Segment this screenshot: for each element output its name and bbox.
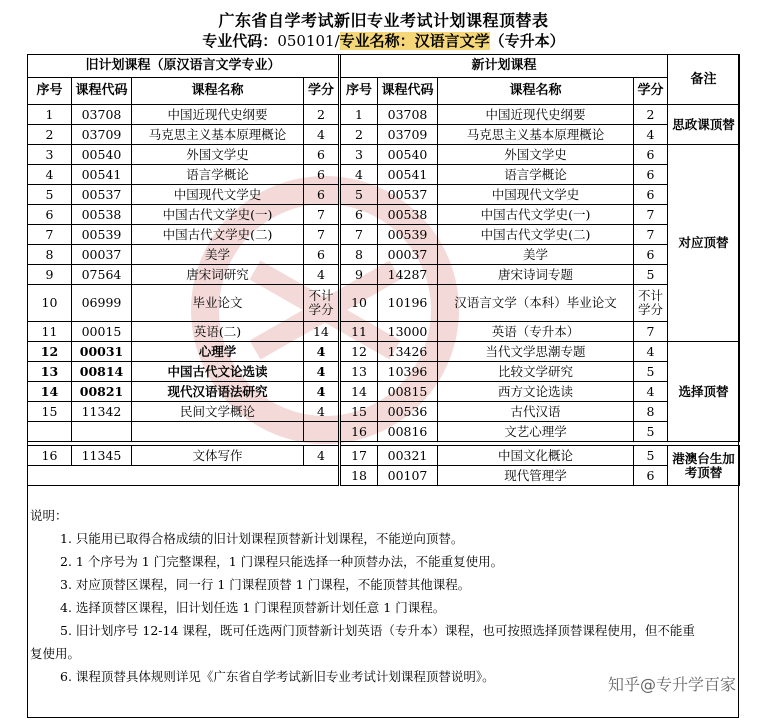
note-item: 1. 只能用已取得合格成绩的旧计划课程顶替新计划课程，不能逆向顶替。 <box>60 531 464 546</box>
old-no: 4 <box>28 165 72 185</box>
major-name-highlight <box>340 32 490 50</box>
new-code: 00539 <box>378 225 438 245</box>
new-credit: 8 <box>634 402 668 422</box>
note-item: 3. 对应顶替区课程，同一行 1 门课程顶替 1 门课程，不能顶替其他课程。 <box>60 577 471 592</box>
new-no: 4 <box>340 165 378 185</box>
old-code: 06999 <box>72 285 132 322</box>
old-no: 16 <box>28 446 72 466</box>
old-no: 5 <box>28 185 72 205</box>
old-code: 11345 <box>72 446 132 466</box>
new-no: 9 <box>340 265 378 285</box>
old-name: 唐宋词研究 <box>132 265 304 285</box>
new-code: 13000 <box>378 322 438 342</box>
old-code: 00539 <box>72 225 132 245</box>
old-credit: 2 <box>304 105 340 125</box>
old-credit: 6 <box>304 185 340 205</box>
new-code: 00536 <box>378 402 438 422</box>
new-no: 3 <box>340 145 378 165</box>
notes-section <box>30 504 736 688</box>
new-name: 古代汉语 <box>438 402 634 422</box>
new-credit: 5 <box>634 446 668 466</box>
new-name: 当代文学思潮专题 <box>438 342 634 362</box>
old-name: 语言学概论 <box>132 165 304 185</box>
old-credit: 4 <box>304 125 340 145</box>
new-no: 14 <box>340 382 378 402</box>
col-header-credit: 学分 <box>304 78 340 105</box>
new-credit: 6 <box>634 185 668 205</box>
old-no: 2 <box>28 125 72 145</box>
old-credit: 4 <box>304 446 340 466</box>
new-credit: 不计学分 <box>634 285 668 322</box>
old-name: 中国古代文学史(一) <box>132 205 304 225</box>
old-name: 美学 <box>132 245 304 265</box>
new-credit: 2 <box>634 105 668 125</box>
remarks-header: 备注 <box>668 55 740 105</box>
col-header-name: 课程名称 <box>438 78 634 105</box>
new-name: 文艺心理学 <box>438 422 634 442</box>
old-credit: 4 <box>304 362 340 382</box>
new-no: 7 <box>340 225 378 245</box>
new-no: 13 <box>340 362 378 382</box>
old-name: 中国近现代史纲要 <box>132 105 304 125</box>
new-no: 17 <box>340 446 378 466</box>
new-no: 16 <box>340 422 378 442</box>
new-name: 中国古代文学史(二) <box>438 225 634 245</box>
old-no: 13 <box>28 362 72 382</box>
old-code: 00037 <box>72 245 132 265</box>
new-code: 00816 <box>378 422 438 442</box>
old-credit: 4 <box>304 265 340 285</box>
old-no: 15 <box>28 402 72 422</box>
new-no: 10 <box>340 285 378 322</box>
new-name: 马克思主义基本原理概论 <box>438 125 634 145</box>
new-no: 1 <box>340 105 378 125</box>
new-no: 15 <box>340 402 378 422</box>
new-name: 中国古代文学史(一) <box>438 205 634 225</box>
new-no: 6 <box>340 205 378 225</box>
old-credit: 14 <box>304 322 340 342</box>
new-code: 00537 <box>378 185 438 205</box>
new-name: 中国现代文学史 <box>438 185 634 205</box>
old-code: 00540 <box>72 145 132 165</box>
new-credit: 4 <box>634 382 668 402</box>
new-name: 中国近现代史纲要 <box>438 105 634 125</box>
remark-selective: 选择顶替 <box>668 342 740 442</box>
old-code: 00015 <box>72 322 132 342</box>
zhihu-watermark: 知乎@专升学百家 <box>608 675 737 694</box>
note-item: 5. 旧计划序号 12-14 课程，既可任选两门顶替新计划英语（专升本）课程，也可按照选择顶替课程使用，但不能重 <box>60 623 695 638</box>
new-credit: 7 <box>634 322 668 342</box>
new-code: 00540 <box>378 145 438 165</box>
old-name: 文体写作 <box>132 446 304 466</box>
old-code: 00031 <box>72 342 132 362</box>
old-name: 毕业论文 <box>132 285 304 322</box>
old-no: 3 <box>28 145 72 165</box>
col-header-no: 序号 <box>340 78 378 105</box>
new-code: 14287 <box>378 265 438 285</box>
old-credit: 7 <box>304 225 340 245</box>
new-code: 00037 <box>378 245 438 265</box>
major-code-label: 专业代码： <box>202 32 278 50</box>
col-header-credit: 学分 <box>634 78 668 105</box>
new-code: 03708 <box>378 105 438 125</box>
old-no: 9 <box>28 265 72 285</box>
old-name: 现代汉语语法研究 <box>132 382 304 402</box>
old-credit: 6 <box>304 245 340 265</box>
new-code: 10396 <box>378 362 438 382</box>
old-code: 03708 <box>72 105 132 125</box>
new-credit: 6 <box>634 145 668 165</box>
new-name: 英语（专升本） <box>438 322 634 342</box>
new-name: 比较文学研究 <box>438 362 634 382</box>
new-code: 10196 <box>378 285 438 322</box>
new-credit: 4 <box>634 125 668 145</box>
old-name: 心理学 <box>132 342 304 362</box>
new-credit: 6 <box>634 466 668 486</box>
col-header-code: 课程代码 <box>72 78 132 105</box>
major-name-value: 汉语言文学 <box>414 32 490 50</box>
remark-corresponding: 对应顶替 <box>668 145 740 342</box>
new-name: 美学 <box>438 245 634 265</box>
new-code: 00538 <box>378 205 438 225</box>
new-code: 00321 <box>378 446 438 466</box>
old-code: 03709 <box>72 125 132 145</box>
old-credit: 6 <box>304 145 340 165</box>
major-name-suffix: （专升本） <box>489 32 565 50</box>
old-credit: 7 <box>304 205 340 225</box>
col-header-no: 序号 <box>28 78 72 105</box>
old-code: 00541 <box>72 165 132 185</box>
old-code: 00538 <box>72 205 132 225</box>
old-code: 07564 <box>72 265 132 285</box>
new-no: 2 <box>340 125 378 145</box>
old-code: 00821 <box>72 382 132 402</box>
new-credit: 6 <box>634 245 668 265</box>
old-name: 民间文学概论 <box>132 402 304 422</box>
new-credit: 7 <box>634 205 668 225</box>
new-name: 中国文化概论 <box>438 446 634 466</box>
old-name: 中国古代文学史(二) <box>132 225 304 245</box>
old-no: 11 <box>28 322 72 342</box>
old-credit: 4 <box>304 402 340 422</box>
new-no: 18 <box>340 466 378 486</box>
old-credit: 不计学分 <box>304 285 340 322</box>
new-name: 现代管理学 <box>438 466 634 486</box>
new-no: 5 <box>340 185 378 205</box>
notes-heading: 说明： <box>30 508 68 523</box>
old-no: 10 <box>28 285 72 322</box>
note-item: 4. 选择顶替区课程，旧计划任选 1 门课程顶替新计划任意 1 门课程。 <box>60 600 446 615</box>
major-name-label: 专业名称： <box>339 32 415 50</box>
new-plan-header: 新计划课程 <box>340 55 668 78</box>
old-credit: 4 <box>304 382 340 402</box>
new-no: 12 <box>340 342 378 362</box>
note-item-continued: 复使用。 <box>30 646 81 661</box>
new-name: 汉语言文学（本科）毕业论文 <box>438 285 634 322</box>
new-credit: 5 <box>634 422 668 442</box>
old-name: 英语(二) <box>132 322 304 342</box>
new-credit: 5 <box>634 265 668 285</box>
remark-political: 思政课顶替 <box>668 105 740 145</box>
old-no: 12 <box>28 342 72 362</box>
major-info <box>0 30 767 51</box>
new-name: 外国文学史 <box>438 145 634 165</box>
new-code: 00815 <box>378 382 438 402</box>
new-no: 11 <box>340 322 378 342</box>
new-credit: 6 <box>634 165 668 185</box>
new-credit: 7 <box>634 225 668 245</box>
old-no: 7 <box>28 225 72 245</box>
new-name: 西方文论选读 <box>438 382 634 402</box>
new-code: 13426 <box>378 342 438 362</box>
old-code: 11342 <box>72 402 132 422</box>
old-name: 中国现代文学史 <box>132 185 304 205</box>
new-name: 唐宋诗词专题 <box>438 265 634 285</box>
new-name: 语言学概论 <box>438 165 634 185</box>
old-name: 中国古代文论选读 <box>132 362 304 382</box>
col-header-name: 课程名称 <box>132 78 304 105</box>
new-code: 00107 <box>378 466 438 486</box>
major-code-value: 050101/ <box>277 32 340 50</box>
old-no: 6 <box>28 205 72 225</box>
document-title: 广东省自学考试新旧专业考试计划课程顶替表 <box>218 11 549 30</box>
note-item: 2. 1 个序号为 1 门完整课程，1 门课程只能选择一种顶替办法，不能重复使用。 <box>60 554 504 569</box>
old-name: 马克思主义基本原理概论 <box>132 125 304 145</box>
new-credit: 4 <box>634 342 668 362</box>
old-no: 1 <box>28 105 72 125</box>
new-credit: 5 <box>634 362 668 382</box>
old-name: 外国文学史 <box>132 145 304 165</box>
old-credit: 4 <box>304 342 340 362</box>
col-header-code: 课程代码 <box>378 78 438 105</box>
old-no: 14 <box>28 382 72 402</box>
new-code: 00541 <box>378 165 438 185</box>
old-plan-header: 旧计划课程（原汉语言文学专业） <box>28 55 340 78</box>
note-item: 6. 课程顶替具体规则详见《广东省自学考试新旧专业考试计划课程顶替说明》。 <box>60 669 495 684</box>
old-no: 8 <box>28 245 72 265</box>
new-no: 8 <box>340 245 378 265</box>
old-credit: 6 <box>304 165 340 185</box>
new-code: 03709 <box>378 125 438 145</box>
old-code: 00814 <box>72 362 132 382</box>
remark-hkmt: 港澳台生加考顶替 <box>668 446 740 486</box>
old-code: 00537 <box>72 185 132 205</box>
